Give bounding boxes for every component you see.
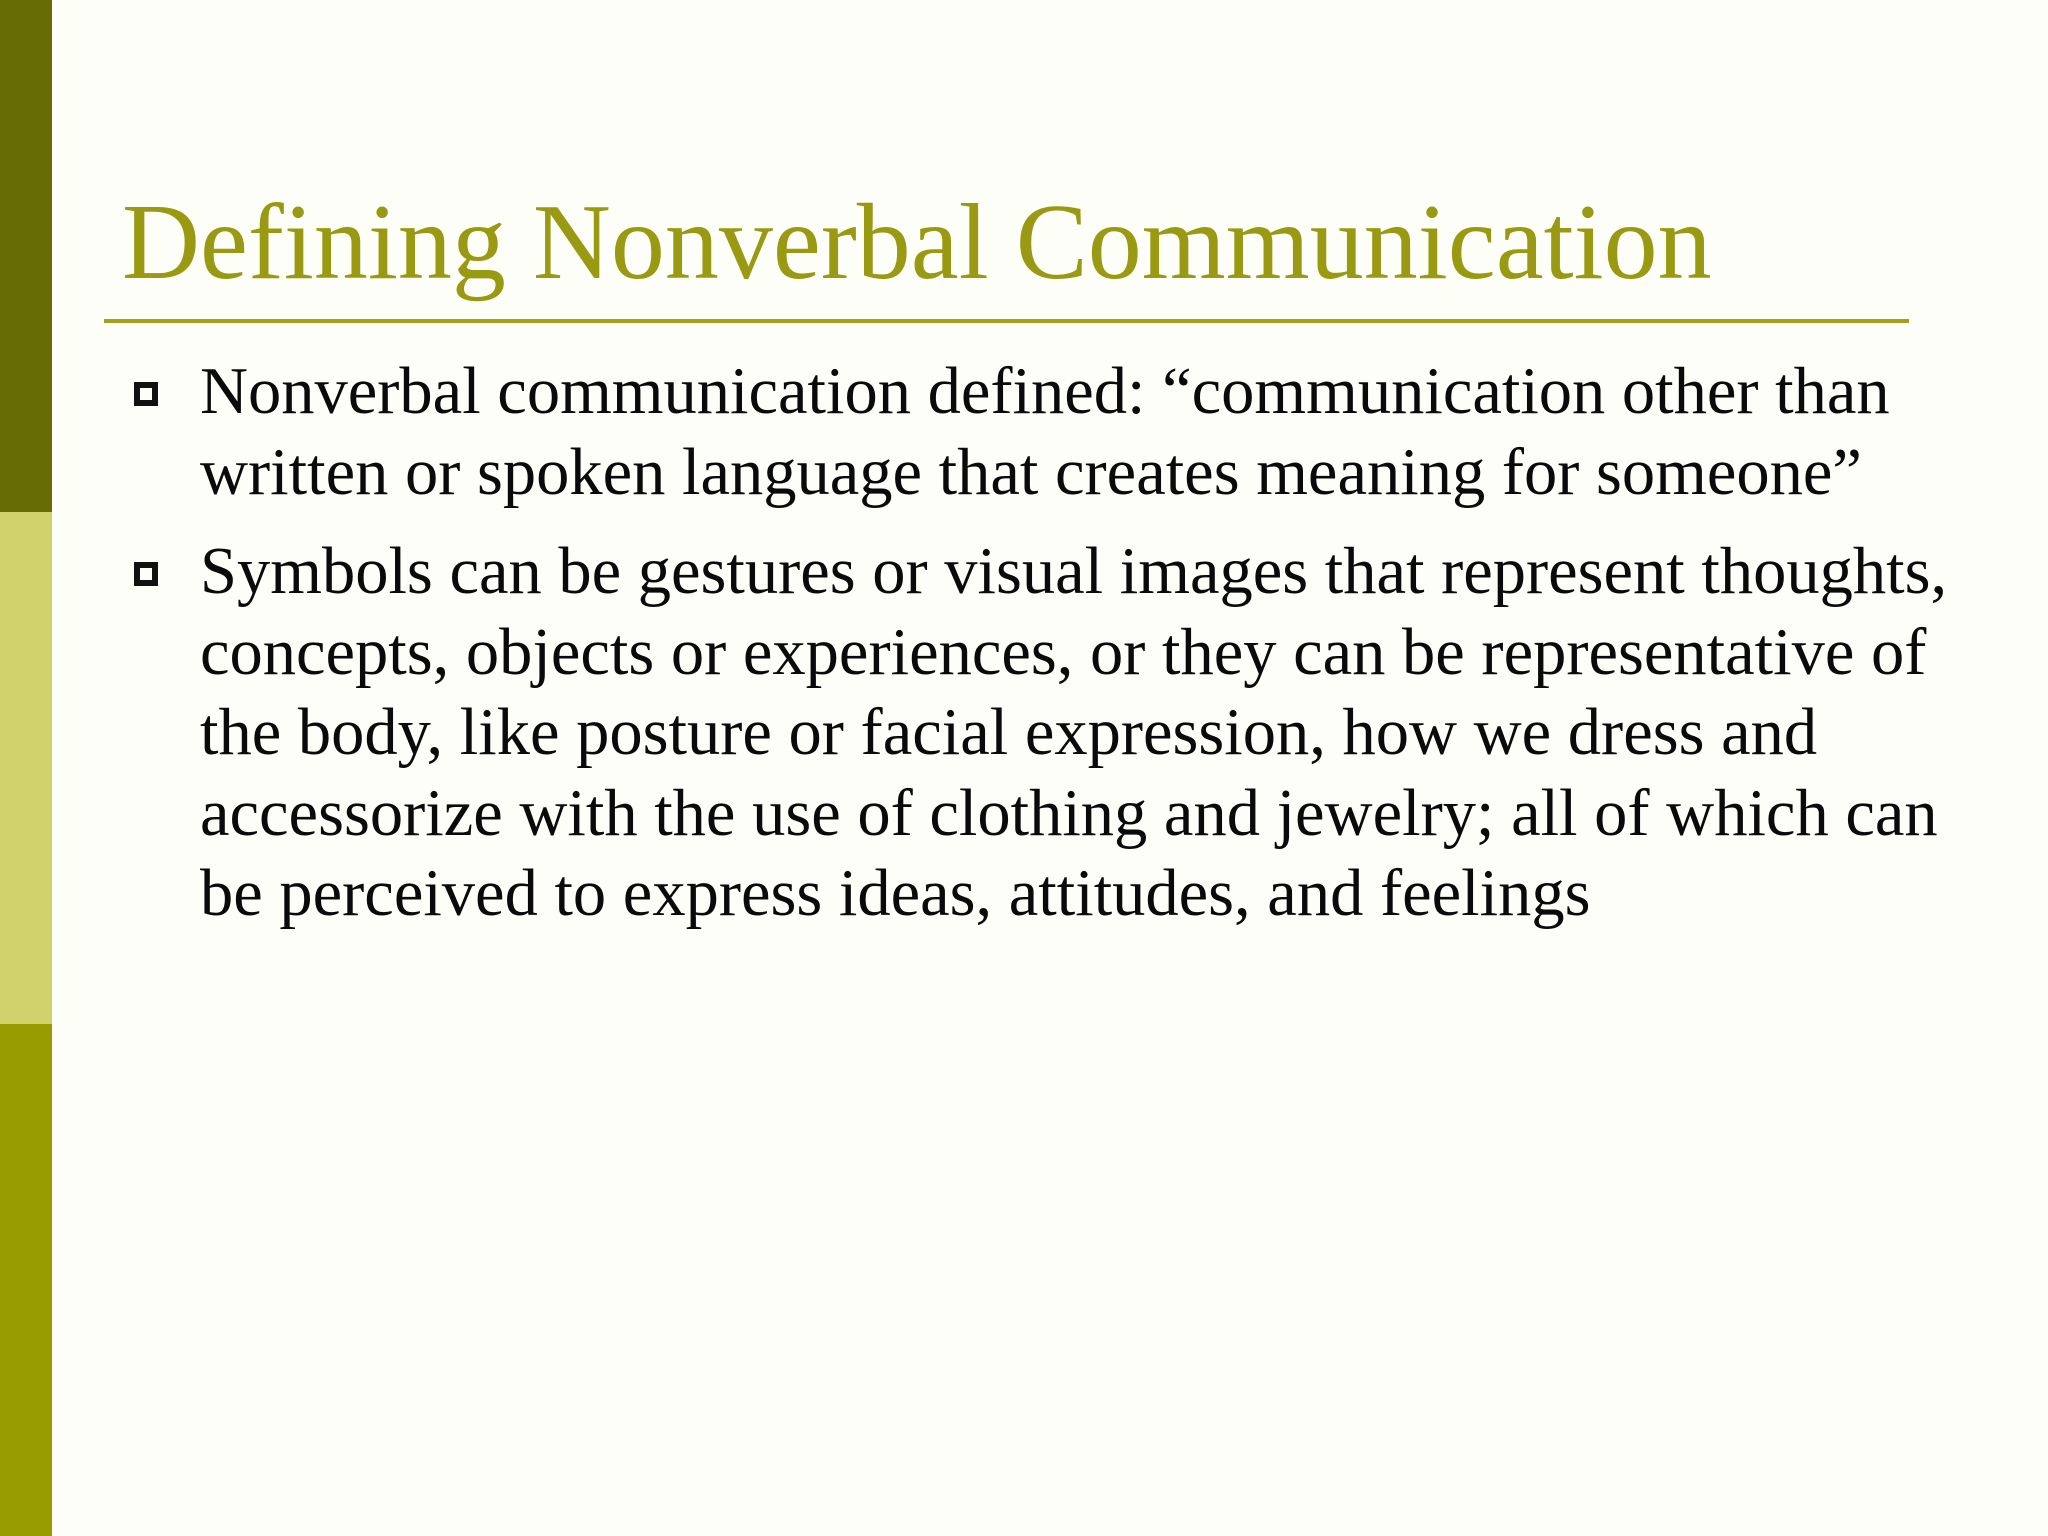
title-underline-divider bbox=[104, 319, 1909, 323]
bullet-item-symbols bbox=[122, 532, 1952, 935]
bullet-item-definition bbox=[122, 352, 1952, 513]
bullet-text: Symbols can be gestures or visual images that represent thoughts, concepts, objects or experiences, or they can be representative of the body, like posture or facial expression, how we dress and accessorize with the use of clothing and jewelry; all of which can be perceived to express ideas, attitudes, and feelings bbox=[200, 535, 1948, 930]
side-bar-top-segment bbox=[0, 0, 52, 512]
hollow-square-bullet-icon bbox=[134, 562, 158, 586]
bullet-text: Nonverbal communication defined: “communication other than written or spoken language that creates meaning for someone” bbox=[200, 355, 1890, 509]
bullet-list bbox=[122, 352, 1952, 954]
hollow-square-bullet-icon bbox=[134, 382, 158, 406]
side-bar-middle-segment bbox=[0, 512, 52, 1024]
slide-title: Defining Nonverbal Communication bbox=[122, 183, 1712, 302]
side-bar-bottom-segment bbox=[0, 1024, 52, 1536]
